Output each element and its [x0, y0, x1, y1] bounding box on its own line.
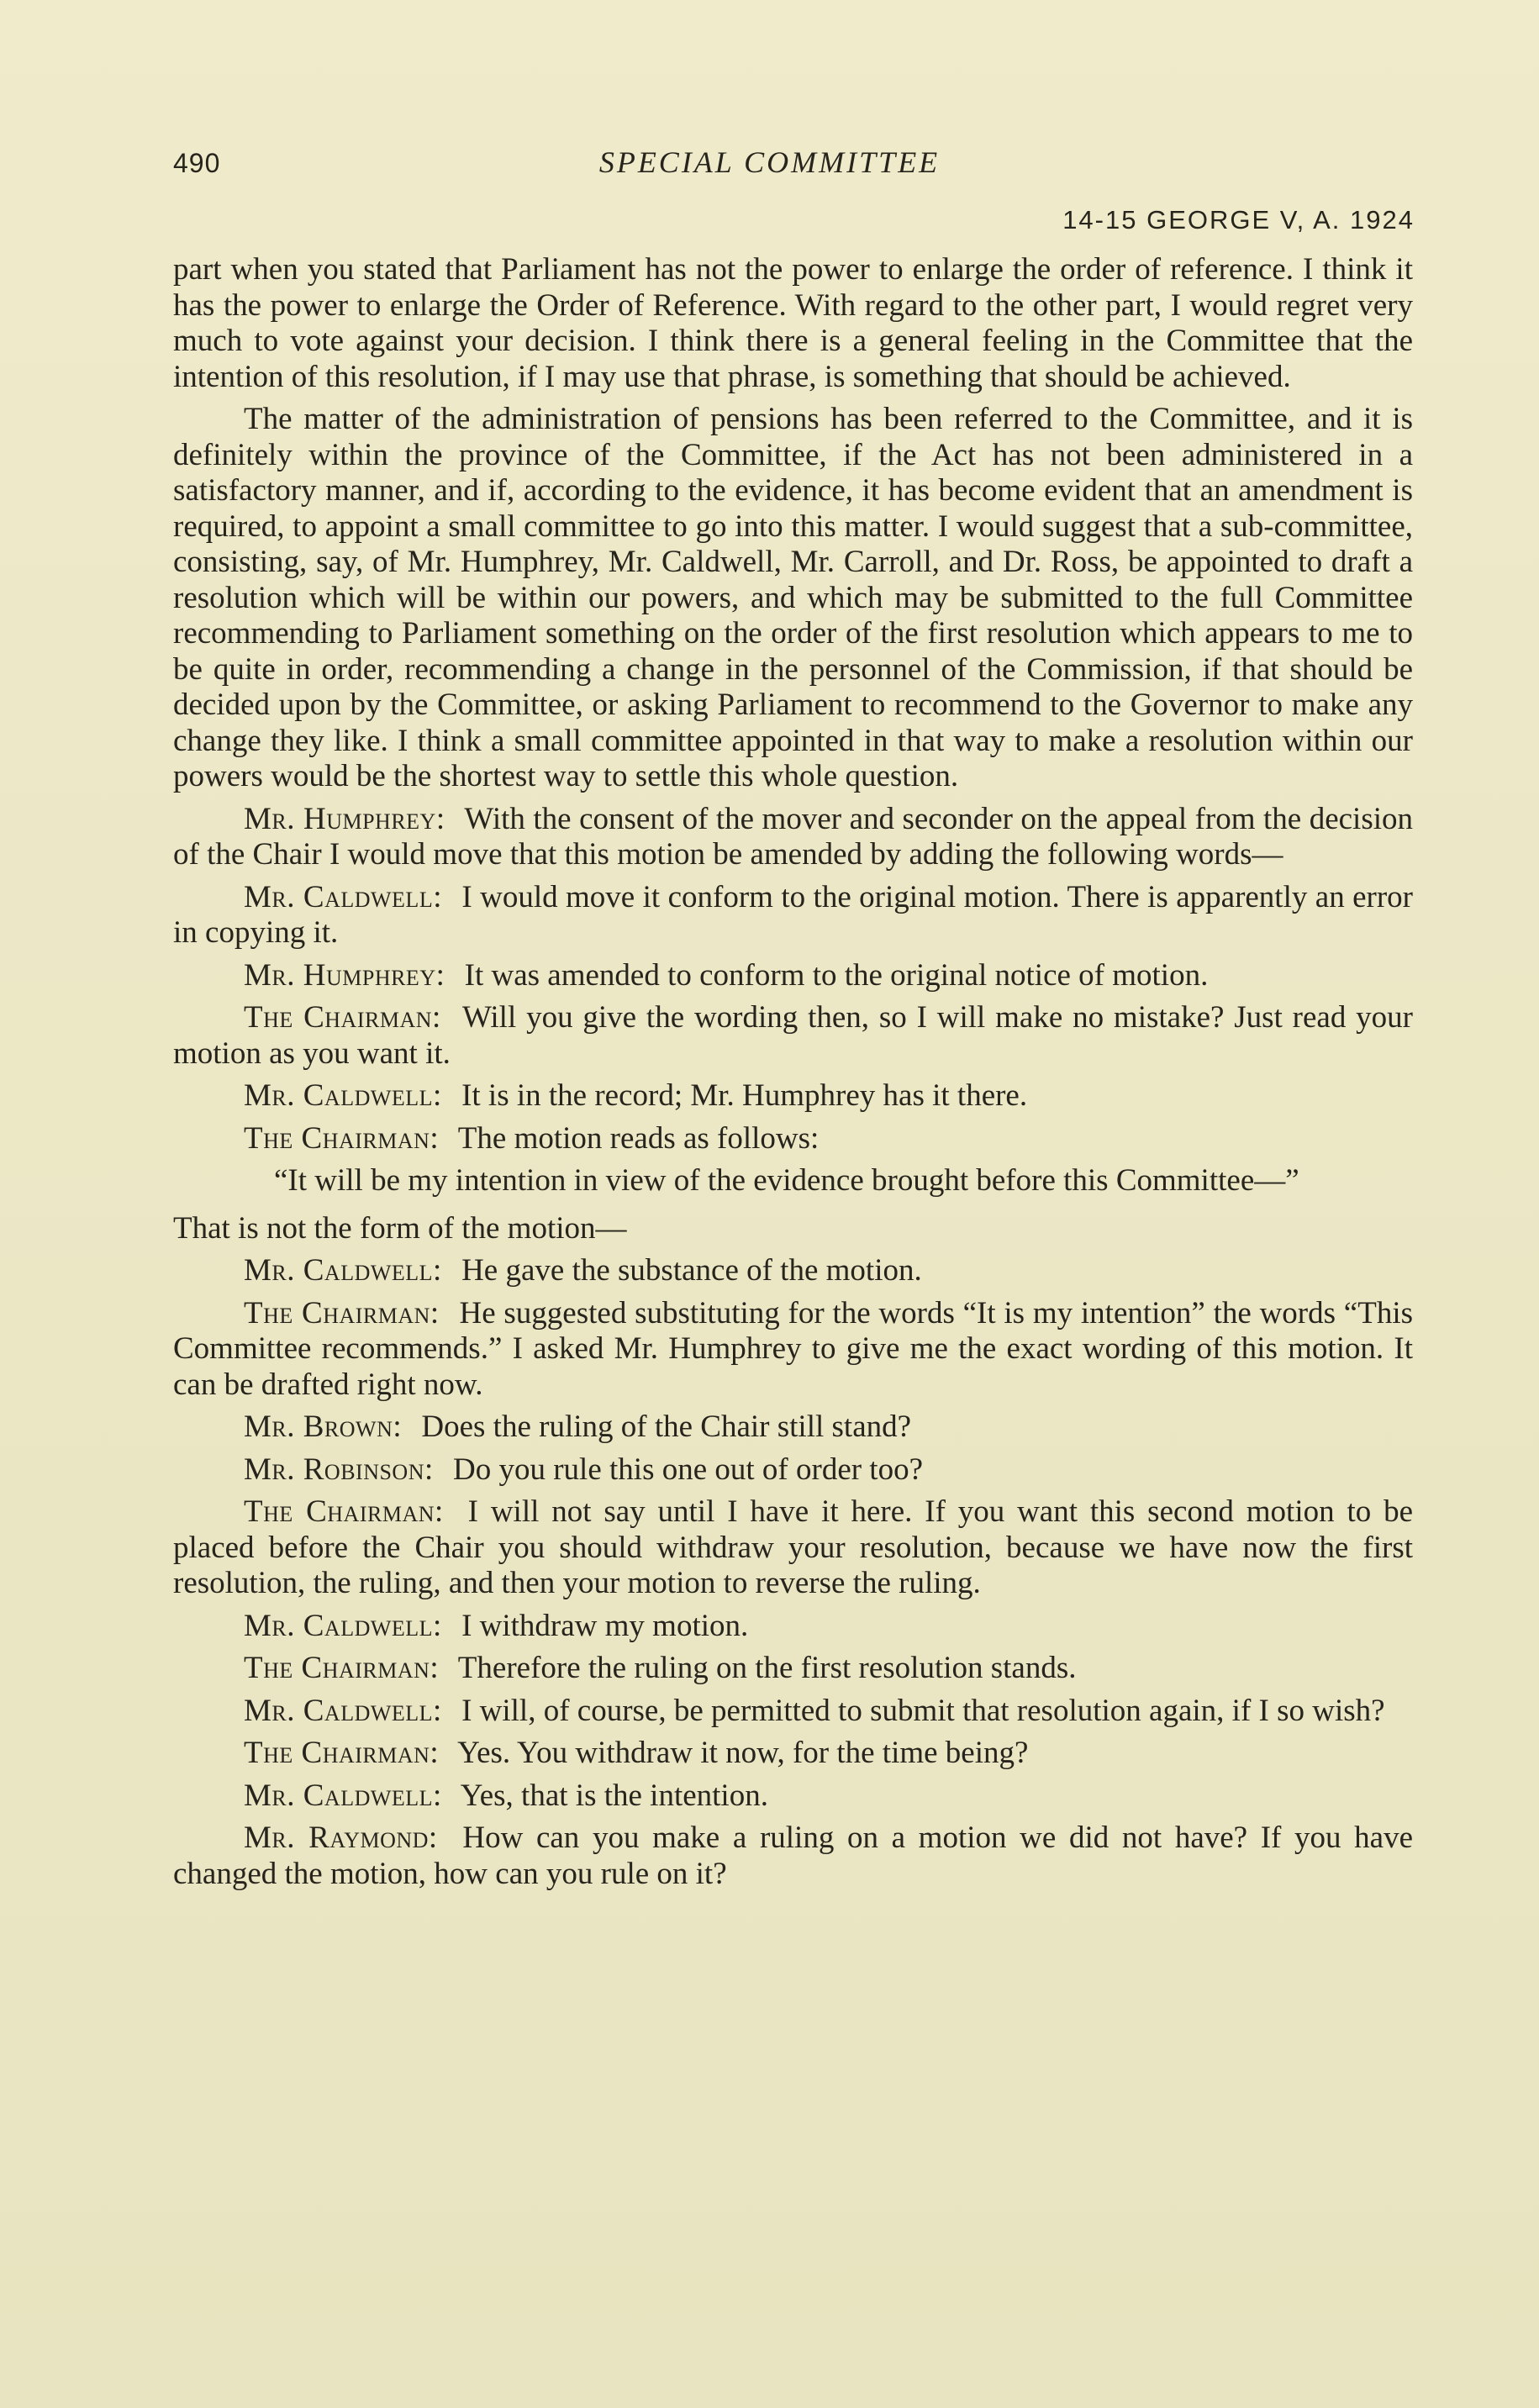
speaker-name: Mr. Raymond:: [244, 1820, 438, 1855]
speech-text: Yes. You withdraw it now, for the time being?: [457, 1736, 1029, 1770]
speech-paragraph: [173, 1736, 1413, 1772]
speech-text: It was amended to conform to the original notice of motion.: [464, 957, 1209, 993]
speaker-name: The Chairman:: [244, 1120, 440, 1156]
speech-paragraph: [173, 1253, 1413, 1289]
speech-paragraph: [173, 1121, 1413, 1157]
speech-text: He gave the substance of the motion.: [461, 1253, 922, 1288]
speech-text: He suggested substituting for the words “It is my intention” the words “This Committee recommends.” I asked Mr. Humphrey to give me the exact wording of this motion. It can be drafted right now.: [173, 1295, 1413, 1402]
speech-paragraph: [173, 1651, 1413, 1687]
paragraph: [173, 402, 1413, 795]
speech-text: Do you rule this one out of order too?: [453, 1452, 924, 1487]
speaker-name: Mr. Caldwell:: [244, 1078, 442, 1113]
speech-paragraph: [173, 1078, 1413, 1114]
speaker-name: Mr. Brown:: [244, 1409, 403, 1444]
quoted-motion: [173, 1163, 1413, 1199]
speech-text: Will you give the wording then, so I will make no mistake? Just read your motion as you want it.: [173, 1000, 1413, 1071]
session-reference: 14-15 GEORGE V, A. 1924: [1062, 205, 1415, 234]
speech-text: I will not say until I have it here. If you want this second motion to be placed before the Chair you should withdraw your resolution, because we have now the first resolution, the ruling, and then your motion to reverse the ruling.: [173, 1494, 1413, 1600]
speech-text: It is in the record; Mr. Humphrey has it there.: [461, 1078, 1028, 1113]
speech-paragraph: [173, 1609, 1413, 1645]
paragraph-text: part when you stated that Parliament has not the power to enlarge the order of reference. I think it has the power to enlarge the Order of Reference. With regard to the other part, I would regret very much to vote against your decision. I think there is a general feeling in the Committee that the intention of this resolution, if I may use that phrase, is something that should be achieved.: [173, 252, 1413, 394]
speech-text: The motion reads as follows:: [457, 1120, 820, 1156]
paragraph: [173, 1211, 1413, 1247]
speech-text: I withdraw my motion.: [461, 1608, 749, 1643]
speech-paragraph: [173, 880, 1413, 951]
speaker-name: Mr. Humphrey:: [244, 801, 445, 836]
speech-paragraph: [173, 1296, 1413, 1404]
speech-text: I would move it conform to the original motion. There is apparently an error in copying it.: [173, 879, 1413, 950]
transcript-body: [173, 252, 1413, 1899]
running-head: SPECIAL COMMITTEE: [598, 145, 941, 179]
speech-text: Therefore the ruling on the first resolution stands.: [457, 1651, 1077, 1685]
speaker-name: Mr. Caldwell:: [244, 1693, 442, 1728]
speaker-name: Mr. Caldwell:: [244, 1253, 442, 1288]
speech-paragraph: [173, 1494, 1413, 1602]
paragraph-text: That is not the form of the motion—: [173, 1210, 627, 1246]
speaker-name: Mr. Humphrey:: [244, 957, 445, 993]
page-number: 490: [173, 148, 221, 178]
quote-text: “It will be my intention in view of the evidence brought before this Committee—”: [274, 1163, 1299, 1198]
speech-text: With the consent of the mover and seconder on the appeal from the decision of the Chair I would move that this motion be amended by adding the following words—: [173, 801, 1413, 872]
speaker-name: The Chairman:: [244, 1494, 444, 1529]
speech-paragraph: [173, 1452, 1413, 1489]
speaker-name: Mr. Caldwell:: [244, 1608, 442, 1643]
speaker-name: The Chairman:: [244, 1736, 440, 1770]
speaker-name: Mr. Robinson:: [244, 1452, 434, 1487]
speaker-name: The Chairman:: [244, 1651, 440, 1685]
speech-paragraph: [173, 1820, 1413, 1892]
speech-paragraph: [173, 1778, 1413, 1815]
speech-text: I will, of course, be permitted to submit that resolution again, if I so wish?: [461, 1693, 1385, 1728]
speaker-name: Mr. Caldwell:: [244, 879, 442, 914]
speech-paragraph: [173, 802, 1413, 873]
speech-paragraph: [173, 1000, 1413, 1072]
speech-paragraph: [173, 1409, 1413, 1446]
speech-paragraph: [173, 1694, 1413, 1730]
speaker-name: The Chairman:: [244, 1000, 441, 1035]
speech-paragraph: [173, 958, 1413, 994]
speech-text: Yes, that is the intention.: [460, 1778, 768, 1813]
speaker-name: The Chairman:: [244, 1295, 440, 1330]
paragraph: [173, 252, 1413, 395]
paragraph-text: The matter of the administration of pensions has been referred to the Committee, and it is definitely within the province of the Committee, if the Act has not been administered in a satisfactory manner, and if, according to the evidence, it has become evident that an amendment is required, to appoint a small committee to go into this matter. I would suggest that a sub-committee, consisting, say, of Mr. Humphrey, Mr. Caldwell, Mr. Carroll, and Dr. Ross, be appointed to draft a resolution which will be within our powers, and which may be submitted to the full Committee recommending to Parliament something on the order of the first resolution which appears to me to be quite in order, recommending a change in the personnel of the Commission, if that should be decided upon by the Committee, or asking Parliament to recommend to the Governor to make any change they like. I think a small committee appointed in that way to make a resolution within our powers would be the shortest way to settle this whole question.: [173, 402, 1413, 793]
speech-text: Does the ruling of the Chair still stand?: [421, 1409, 912, 1444]
speech-text: How can you make a ruling on a motion we did not have? If you have changed the motion, how can you rule on it?: [173, 1820, 1414, 1891]
speaker-name: Mr. Caldwell:: [244, 1778, 442, 1813]
